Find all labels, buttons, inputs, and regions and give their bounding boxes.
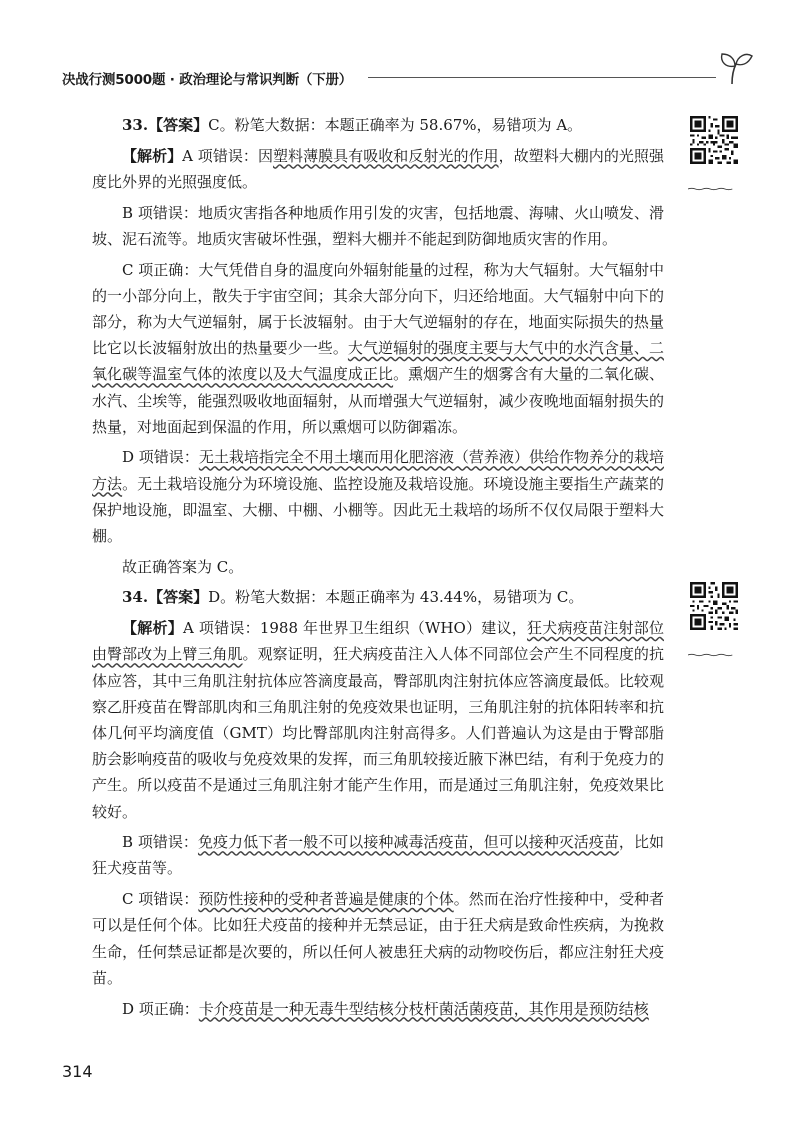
text-run: A 项错误：1988 年世界卫生组织（WHO）建议， [182, 619, 527, 638]
text-run: B 项错误：地质灾害指各种地质作用引发的灾害，包括地震、海啸、火山喷发、滑坡、泥石流等。地质灾害破坏性强，塑料大棚并不能起到防御地质灾害的作用。 [92, 203, 664, 248]
paragraph-p9 [92, 829, 664, 881]
text-run: 。无土栽培设施分为环境设施、监控设施及栽培设施。环境设施主要指生产蔬菜的保护地设施，即温室、大棚、中棚、小棚等。因此无土栽培的场所不仅仅局限于塑料大棚。 [92, 474, 664, 546]
paragraph-p3 [92, 200, 664, 252]
underlined-key-phrase: 免疫力低下者一般不可以接种减毒活疫苗，但可以接种灭活疫苗 [197, 833, 619, 852]
text-run: 故正确答案为 C。 [122, 557, 244, 576]
book-title: 决战行测5000题 · 政治理论与常识判断（下册） [62, 72, 353, 88]
paragraph-p11 [92, 996, 664, 1022]
paragraph-p1 [92, 112, 664, 138]
answer-label: 【解析】 [122, 146, 183, 165]
answer-label: 【解析】 [122, 619, 183, 638]
text-run: ，故塑料大棚内的光照强度比外界的光照强度低。 [92, 146, 664, 191]
paragraph-p10 [92, 886, 664, 991]
text-run: B 项错误： [122, 833, 198, 852]
text-run: 。观察证明，狂犬病疫苗注入人体不同部位会产生不同程度的抗体应答，其中三角肌注射抗体应答滴度最高，臀部肌肉注射抗体应答滴度最低。比较观察乙肝疫苗在臀部肌肉和三角肌注射的免疫效果也证明，三角肌注射的抗体阳转率和抗体几何平均滴度值（GMT）均比臀部肌肉注射高得多。人们普遍认为这是由于臀部脂肪会影响疫苗的吸收与免疫效果的发挥，而三角肌较接近腋下淋巴结，有利于免疫力的产生。所以疫苗不是通过三角肌注射才能产生作用，而是通过三角肌注射，免疫效果比较好。 [92, 645, 664, 821]
answer-label: 34.【答案】 [122, 588, 209, 607]
text-run: C 项正确：大气凭借自身的温度向外辐射能量的过程，称为大气辐射。大气辐射中的一小部分向上，散失于宇宙空间；其余大部分向下，归还给地面。大气辐射中向下的部分，称为大气逆辐射，属于长波辐射。由于大气逆辐射的存在，地面实际损失的热量比它以长波辐射放出的热量要少一些。 [92, 260, 664, 358]
paragraph-p5 [92, 444, 664, 549]
answer-label: 33.【答案】 [122, 116, 209, 134]
header-rule [368, 77, 716, 78]
text-run: A 项错误：因 [182, 146, 273, 165]
paragraph-p7 [92, 584, 664, 610]
qr-code-question-33[interactable] [690, 116, 738, 164]
text-run: 。然而在治疗性接种中，受种者可以是任何个体。比如狂犬疫苗的接种并无禁忌证，由于狂犬病是致命性疾病，为挽救生命，任何禁忌证都是次要的，所以任何人被患狂犬病的动物咬伤后，都应注射狂犬疫苗。 [92, 890, 664, 987]
underlined-key-phrase: 塑料薄膜具有吸收和反射光的作用 [273, 146, 499, 165]
text-run: C。粉笔大数据：本题正确率为 58.67%，易错项为 A。 [208, 116, 583, 134]
text-run: D 项正确： [122, 999, 199, 1018]
underlined-key-phrase: 大气逆辐射的强度主要与大气中的水汽含量、二氧化碳等温室气体的浓度以及大气温度成正比 [92, 339, 664, 384]
paragraph-p2 [92, 143, 664, 195]
text-run: C 项错误： [122, 890, 199, 909]
paragraph-p4 [92, 257, 664, 440]
underlined-key-phrase: 无土栽培指完全不用土壤而用化肥溶液（营养液）供给作物养分的栽培方法 [92, 448, 664, 493]
explanation-body [92, 112, 664, 1026]
text-run: D 项错误： [122, 448, 199, 467]
running-header [62, 64, 752, 90]
underlined-key-phrase: 狂犬病疫苗注射部位由臀部改为上臂三角肌 [92, 619, 664, 664]
text-run: D。粉笔大数据：本题正确率为 43.44%，易错项为 C。 [208, 588, 584, 607]
text-run: 。熏烟产生的烟雾含有大量的二氧化碳、水汽、尘埃等，能强烈吸收地面辐射，从而增强大气逆辐射，减少夜晚地面辐射损失的热量，对地面起到保温的作用，所以熏烟可以防御霜冻。 [92, 365, 664, 436]
page-number: 314 [62, 1062, 93, 1081]
paragraph-p6 [92, 554, 664, 580]
sprout-icon [714, 50, 754, 86]
underlined-key-phrase: 预防性接种的受种者普遍是健康的个体 [198, 890, 454, 909]
qr-code-question-34[interactable] [690, 582, 738, 630]
paragraph-p8 [92, 615, 664, 825]
text-run: ，比如狂犬疫苗等。 [92, 833, 664, 878]
underlined-key-phrase: 卡介疫苗是一种无毒牛型结核分枝杆菌活菌疫苗，其作用是预防结核 [198, 999, 649, 1018]
